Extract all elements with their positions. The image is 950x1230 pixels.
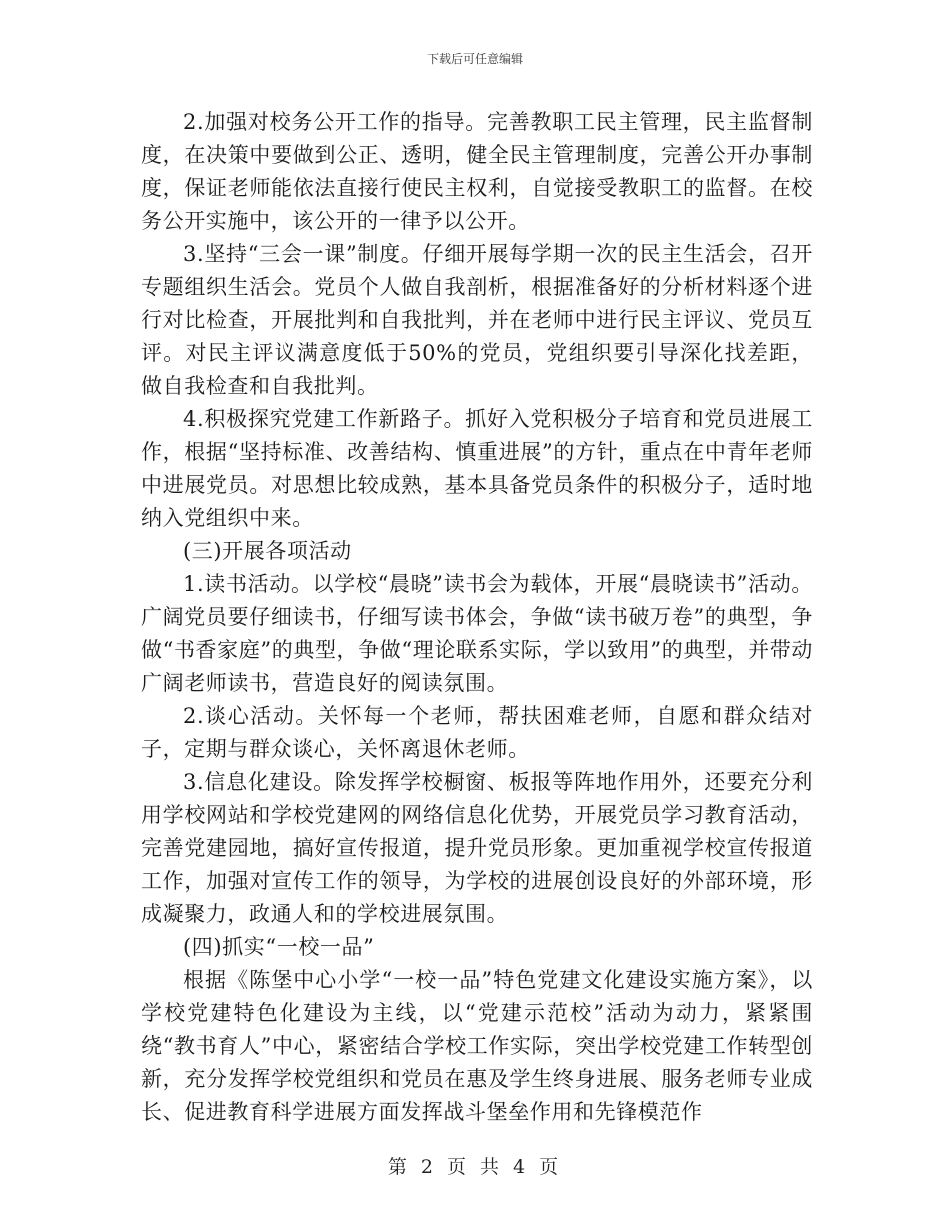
- paragraph: 4.积极探究党建工作新路子。抓好入党积极分子培育和党员进展工作，根据“坚持标准、改善结构、慎重进展”的方针，重点在中青年老师中进展党员。对思想比较成熟，基本具备党员条件的积极分子，适时地纳入党组织中来。: [141, 407, 813, 530]
- body-text: [141, 106, 813, 1129]
- header-note: 下载后可任意编辑: [426, 52, 523, 66]
- paragraph: 根据《陈堡中心小学“一校一品”特色党建文化建设实施方案》，以学校党建特色化建设为主线，以“党建示范校”活动为动力，紧紧围绕“教书育人”中心，紧密结合学校工作实际，突出学校党建工作转型创新，充分发挥学校党组织和党员在惠及学生终身进展、服务老师专业成长、促进教育科学进展方面发挥战斗堡垒作用和先锋模范作: [141, 968, 813, 1124]
- page-number: 第 2 页 共 4 页: [387, 1156, 563, 1178]
- paragraph: 2.加强对校务公开工作的指导。完善教职工民主管理，民主监督制度，在决策中要做到公正、透明，健全民主管理制度，完善公开办事制度，保证老师能依法直接行使民主权利，自觉接受教职工的监督。在校务公开实施中，该公开的一律予以公开。: [141, 110, 813, 233]
- section-heading: (三)开展各项活动: [183, 539, 352, 563]
- section-heading: (四)抓实“一校一品”: [183, 935, 375, 959]
- paragraph: 3.信息化建设。除发挥学校橱窗、板报等阵地作用外，还要充分利用学校网站和学校党建网的网络信息化优势，开展党员学习教育活动，完善党建园地，搞好宣传报道，提升党员形象。更加重视学校宣传报道工作，加强对宣传工作的领导，为学校的进展创设良好的外部环境，形成凝聚力，政通人和的学校进展氛围。: [141, 770, 813, 926]
- paragraph: 2.谈心活动。关怀每一个老师，帮扶困难老师，自愿和群众结对子，定期与群众谈心，关怀离退休老师。: [141, 704, 813, 761]
- paragraph: 1.读书活动。以学校“晨晓”读书会为载体，开展“晨晓读书”活动。广阔党员要仔细读书，仔细写读书体会，争做“读书破万卷”的典型，争做“书香家庭”的典型，争做“理论联系实际，学以致用”的典型，并带动广阔老师读书，营造良好的阅读氛围。: [141, 572, 813, 695]
- paragraph: 3.坚持“三会一课”制度。仔细开展每学期一次的民主生活会，召开专题组织生活会。党员个人做自我剖析，根据准备好的分析材料逐个进行对比检查，开展批判和自我批判，并在老师中进行民主评议、党员互评。对民主评议满意度低于50%的党员，党组织要引导深化找差距，做自我检查和自我批判。: [141, 242, 813, 398]
